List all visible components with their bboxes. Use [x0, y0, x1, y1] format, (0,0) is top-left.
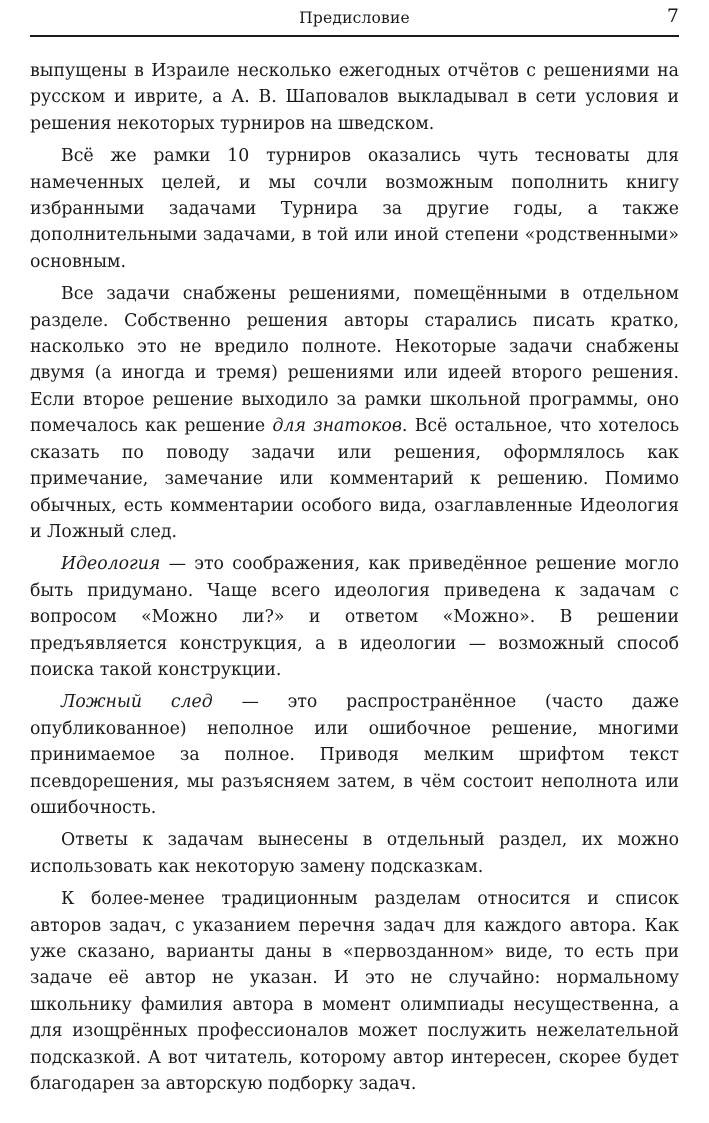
- book-page: [30, 0, 679, 1097]
- paragraph-answers: Ответы к задачам вынесены в отдельный раздел, их можно использовать как некоторую замену подсказкам.: [30, 830, 679, 877]
- paragraph-scope: Всё же рамки 10 турниров оказались чуть тесноваты для намеченных целей, и мы сочли возможным пополнить книгу избранными задачами Турнира за другие годы, а также дополнительными задачами, в той или иной степени «родственными» основным.: [30, 146, 679, 272]
- paragraph-false-trail-text: — это распространённое (часто даже опубликованное) неполное или ошибочное решение, многими принимаемое за полное. Приводя мелким шрифтом текст псевдорешения, мы разъясняем затем, в чём состоит неполнота или ошибочность.: [30, 692, 679, 818]
- paragraph-solutions-text-b: . Всё остальное, что хотелось сказать по поводу задачи или решения, оформлялось как примечание, замечание или комментарий к решению. Помимо обычных, есть комментарии особого вида, озаглавленные Идеология и Ложный след.: [30, 416, 680, 542]
- paragraph-continuation: выпущены в Израиле несколько ежегодных отчётов с решениями на русском и иврите, а А. В. Шаповалов выкладывал в сети условия и решения некоторых турниров на шведском.: [30, 61, 679, 134]
- page-number: 7: [666, 5, 679, 27]
- body-text: [30, 58, 679, 1097]
- running-header: [30, 0, 679, 37]
- paragraph-ideology-text: — это соображения, как приведённое решение могло быть придумано. Чаще всего идеология приведена к задачам с вопросом «Можно ли?» и ответом «Можно». В решении предъявляется конструкция, а в идеологии — возможный способ поиска такой конструкции.: [30, 554, 679, 680]
- running-header-title: Предисловие: [299, 9, 410, 27]
- paragraph-ideology: [30, 551, 679, 683]
- paragraph-solutions-text-a: Все задачи снабжены решениями, помещёнными в отдельном разделе. Собственно решения авторы старались писать кратко, насколько это не вредило полноте. Некоторые задачи снабжены двумя (а иногда и тремя) решениями или идеей второго решения. Если второе решение выходило за рамки школьной программы, оно помечалось как решение: [30, 284, 679, 437]
- paragraph-false-trail: [30, 689, 679, 821]
- false-trail-term: Ложный след: [61, 692, 213, 713]
- for-experts-term: для знатоков: [272, 416, 402, 437]
- paragraph-authors: К более-менее традиционным разделам относится и список авторов задач, с указанием перечня задач для каждого автора. Как уже сказано, варианты даны в «первозданном» виде, то есть при задаче её автор не указан. И это не случайно: нормальному школьнику фамилия автора в момент олимпиады несущественна, а для изощрённых профессионалов может послужить нежелательной подсказкой. А вот читатель, которому автор интересен, скорее будет благодарен за авторскую подборку задач.: [30, 889, 679, 1095]
- paragraph-solutions: [30, 281, 679, 545]
- ideology-term: Идеология: [61, 554, 161, 575]
